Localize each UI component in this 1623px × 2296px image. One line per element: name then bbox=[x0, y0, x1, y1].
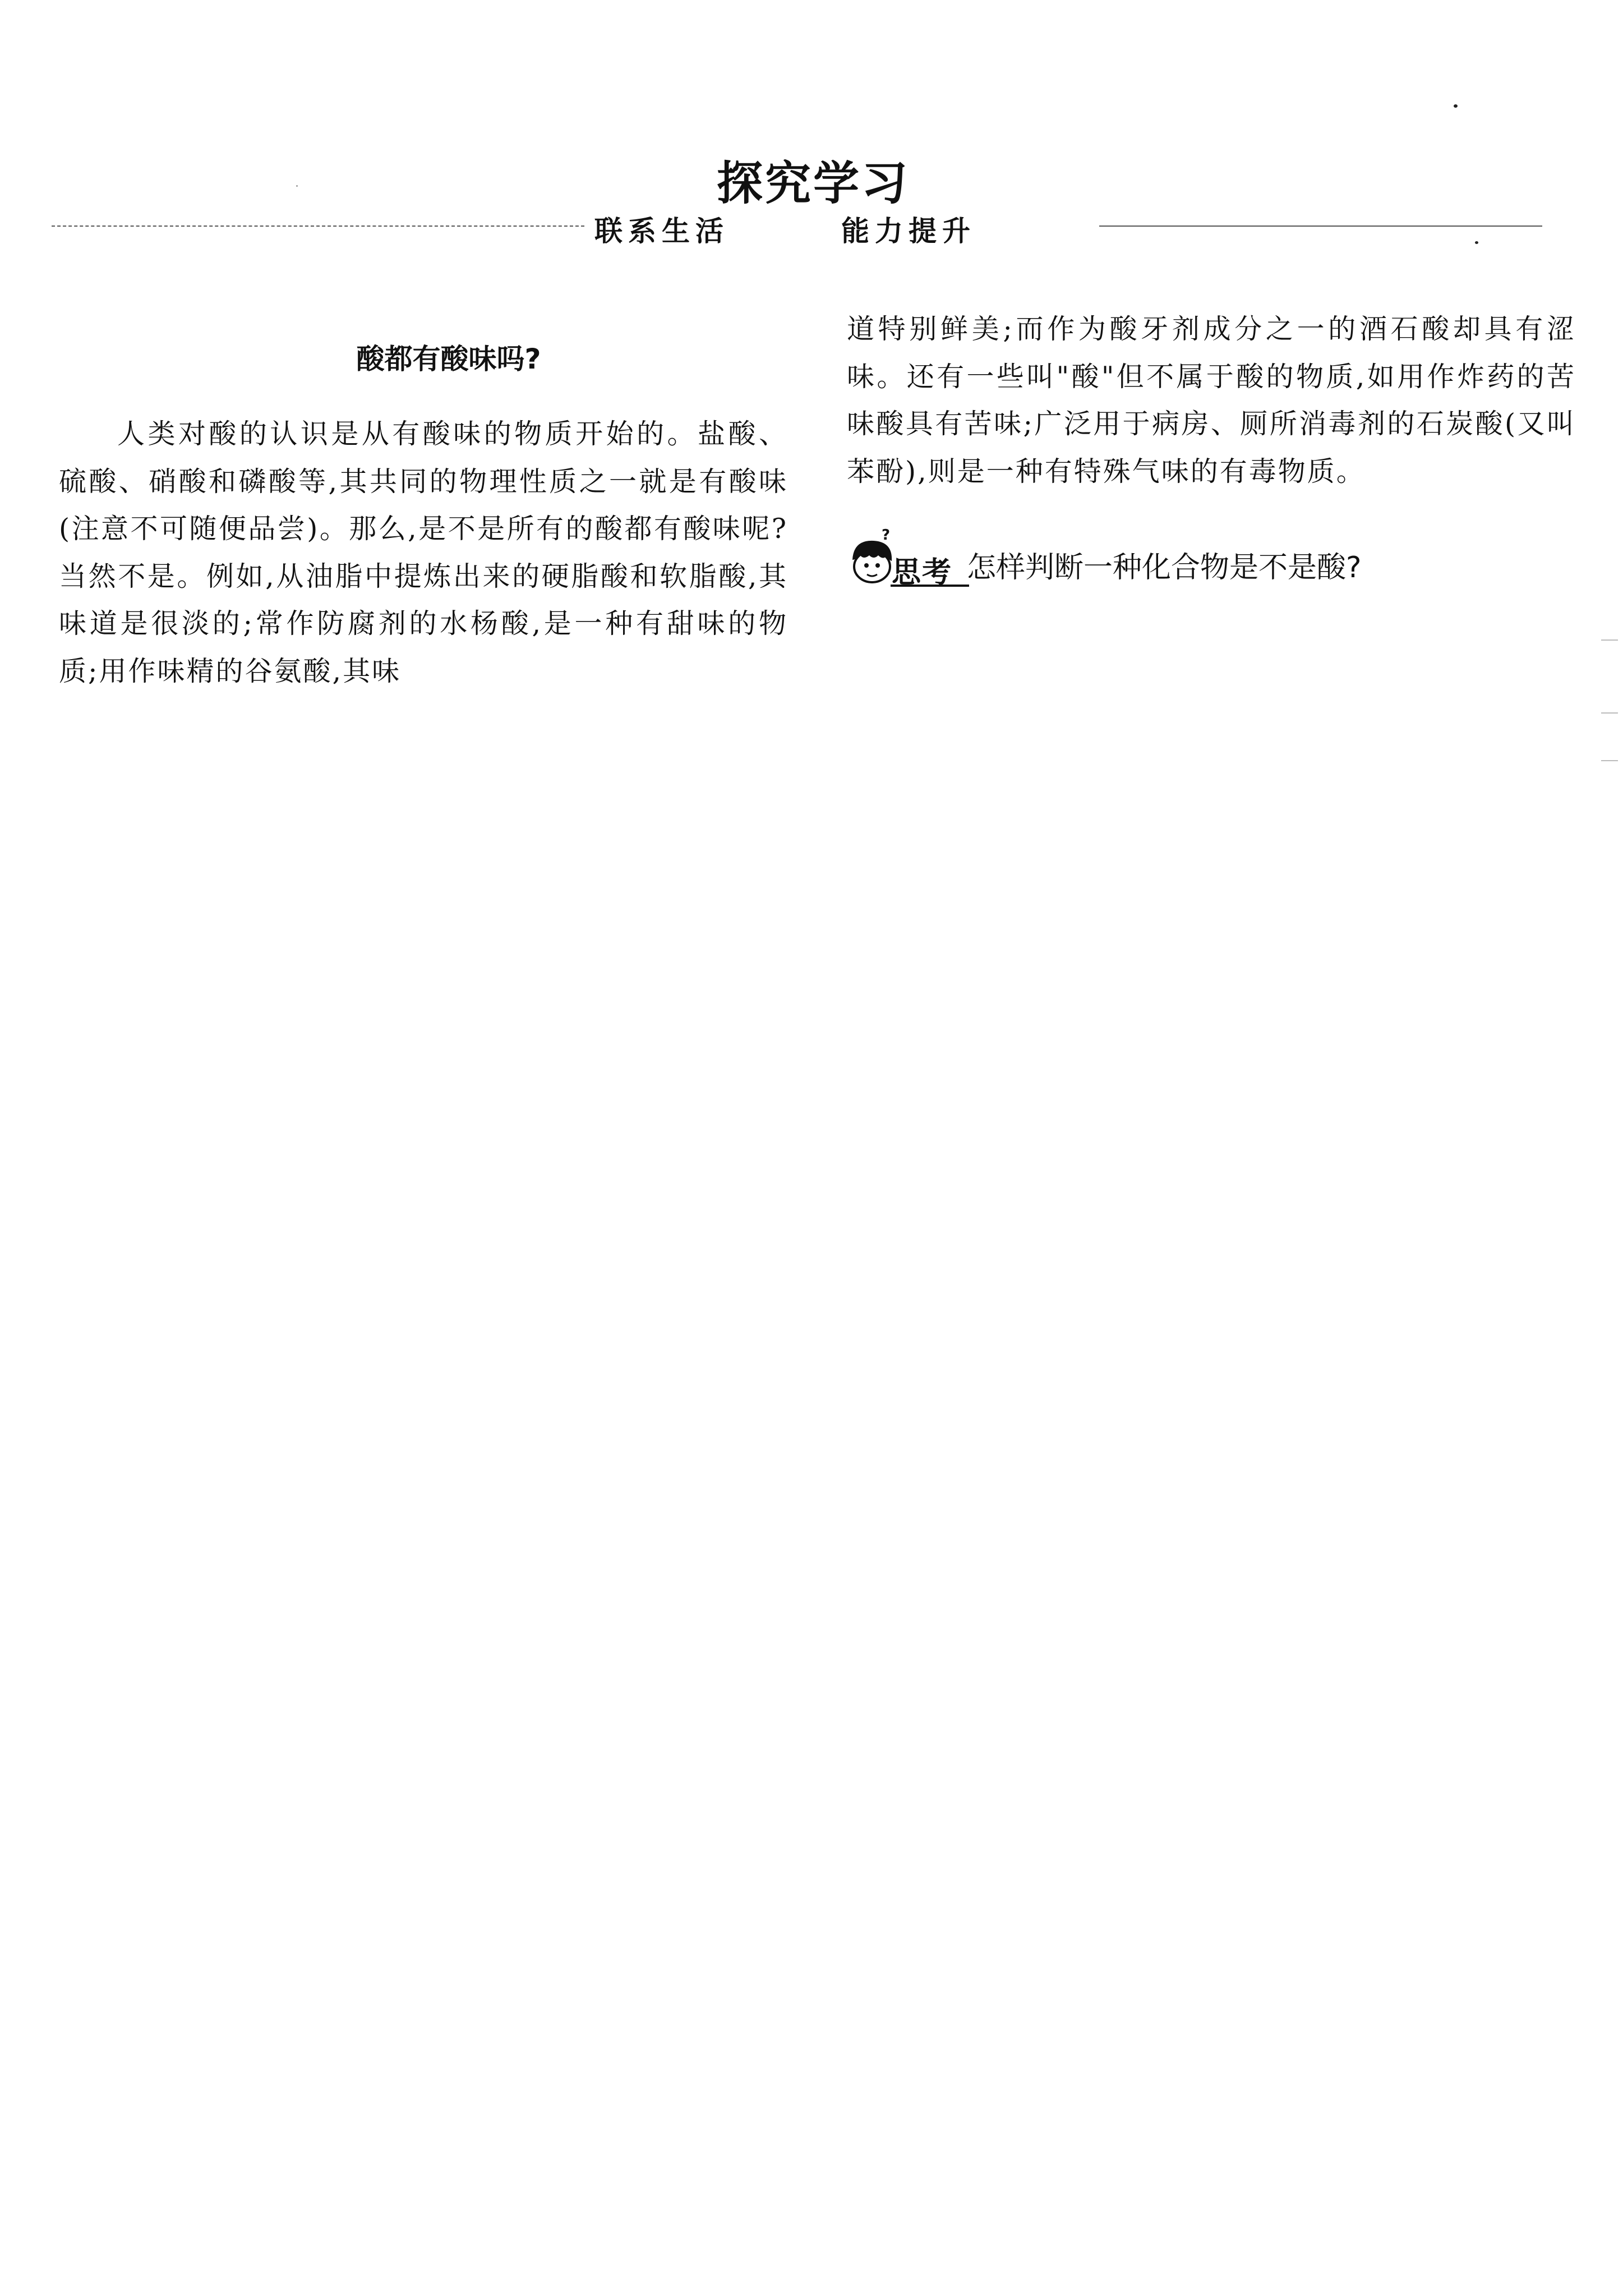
text-line: 有酸味(注意不可随便品尝)。那么,是不是所有的酸 bbox=[59, 465, 788, 545]
svg-text:?: ? bbox=[882, 527, 891, 544]
text-line: 都有酸味呢?当然不是。例如,从油脂中提炼出来的 bbox=[59, 513, 788, 592]
think-underline bbox=[891, 582, 969, 589]
text-line: 道特别鲜美;而作为酸牙剂成分之一的酒石酸却具有 bbox=[847, 313, 1547, 345]
header-rule-right bbox=[1099, 226, 1542, 227]
scan-speck bbox=[1601, 639, 1618, 641]
right-column bbox=[847, 306, 1576, 588]
header-subtitle-left: 联系生活 bbox=[594, 215, 729, 247]
scan-speck bbox=[1475, 241, 1478, 244]
article-paragraph-left bbox=[59, 411, 788, 695]
page-title: 探究学习 bbox=[716, 157, 910, 210]
header-rule-left bbox=[52, 226, 584, 227]
left-column bbox=[59, 314, 788, 695]
text-line: 药的苦味酸具有苦味;广泛用于病房、厕所消毒剂的 bbox=[847, 360, 1576, 440]
text-line: 人类对酸的认识是从有酸味的物质开始的。盐 bbox=[117, 418, 728, 450]
article-heading: 酸都有酸味吗? bbox=[356, 343, 541, 375]
scan-speck bbox=[296, 185, 298, 187]
text-line: 酸、硫酸、硝酸和磷酸等,其共同的物理性质之一就是 bbox=[59, 418, 788, 498]
scan-speck bbox=[1601, 712, 1618, 714]
scan-speck bbox=[1601, 760, 1618, 761]
header-subtitle-right: 能力提升 bbox=[841, 215, 976, 247]
text-line: 物质。 bbox=[1278, 455, 1366, 487]
text-line: 硬脂酸和软脂酸,其味道是很淡的;常作防腐剂的水 bbox=[59, 560, 788, 639]
think-box bbox=[847, 521, 1576, 588]
think-label: 思考 bbox=[892, 556, 953, 590]
think-question: 怎样判断一种化合物是不是酸? bbox=[967, 551, 1362, 585]
text-line: 涩味。还有一些叫"酸"但不属于酸的物质,如用作炸 bbox=[847, 313, 1576, 393]
article-paragraph-right bbox=[847, 306, 1576, 495]
scan-speck bbox=[1454, 104, 1458, 108]
think-badge bbox=[847, 526, 965, 588]
text-line: 杨酸,是一种有甜味的物质;用作味精的谷氨酸,其味 bbox=[59, 608, 789, 687]
text-line: 石炭酸(又叫苯酚),则是一种有特殊气味的有毒 bbox=[847, 408, 1576, 487]
